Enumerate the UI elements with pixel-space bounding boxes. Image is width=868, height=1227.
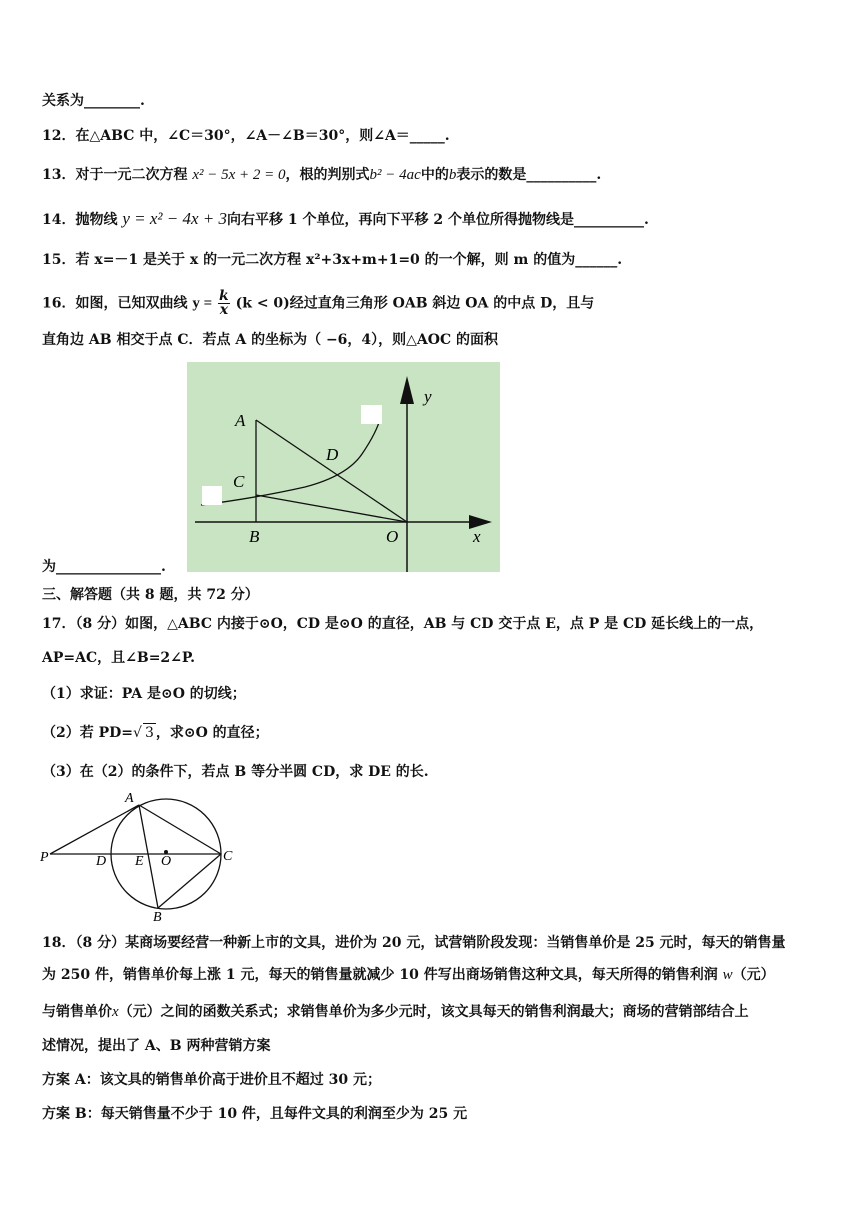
question-16-line3: 为_______________.	[42, 559, 166, 575]
question-17-part3: （3）在（2）的条件下，若点 B 等分半圆 CD，求 DE 的长.	[42, 764, 429, 780]
question-16-line2: 直角边 AB 相交于点 C．若点 A 的坐标为（ −6，4），则△AOC 的面积	[42, 332, 498, 348]
curve-start-box	[202, 486, 222, 505]
question-18-line4: 述情况，提出了 A、B 两种营销方案	[42, 1038, 271, 1054]
label-b: B	[153, 910, 162, 923]
figure-17	[36, 788, 246, 923]
line-pa	[50, 805, 139, 854]
question-18: 18．（8 分）某商场要经营一种新上市的文具，进价为 20 元，试营销阶段发现：当销售单价是 25 元时，每天的销售量	[42, 935, 786, 951]
question-18-line2: 为 250 件，销售单价每上涨 1 元，每天的销售量就减少 10 件写出商场销售这种文具，每天所得的销售利润 w（元）	[42, 967, 775, 983]
label-d: D	[326, 445, 339, 464]
question-17-part1: （1）求证：PA 是⊙O 的切线；	[42, 686, 246, 702]
label-a: A	[125, 791, 134, 806]
label-c: C	[223, 849, 233, 864]
label-p: P	[40, 850, 49, 865]
question-18-line3: 与销售单价x（元）之间的函数关系式；求销售单价为多少元时，该文具每天的销售利润最大；商场的营销部结合上	[42, 1004, 749, 1020]
question-15: 15．若 x=－1 是关于 x 的一元二次方程 x²+3x+m+1=0 的一个解，则 m 的值为______.	[42, 252, 623, 268]
figure-16-background	[187, 362, 500, 572]
label-x: x	[473, 527, 481, 546]
question-17-part2: （2）若 PD=√ 3 ，求⊙O 的直径；	[42, 725, 269, 741]
label-b: B	[249, 527, 260, 546]
label-o: O	[161, 854, 172, 869]
q11-tail: 关系为________.	[42, 93, 145, 109]
question-12: 12．在△ABC 中，∠C＝30°，∠A－∠B＝30°，则∠A＝_____.	[42, 128, 450, 144]
figure-16	[187, 362, 500, 572]
label-d: D	[96, 854, 107, 869]
question-13: 13．对于一元二次方程 x² − 5x + 2 = 0，根的判别式b² − 4ac中的b表示的数是__________.	[42, 167, 602, 183]
question-16: 16．如图，已知双曲线 y = $\frac{k}{x}$ (k < 0)经过直角三角形 OAB 斜边 OA 的中点 D，且与	[42, 288, 595, 318]
question-17: 17．（8 分）如图，△ABC 内接于⊙O，CD 是⊙O 的直径，AB 与 CD 交于点 E，点 P 是 CD 延长线上的一点，	[42, 616, 764, 632]
label-a: A	[235, 411, 246, 430]
question-17-line2: AP=AC，且∠B=2∠P.	[42, 650, 195, 666]
label-e: E	[135, 854, 144, 869]
fraction-k-over-x: $\frac{k}{x}$	[219, 288, 229, 318]
label-c: C	[233, 472, 245, 491]
plan-b: 方案 B：每天销售量不少于 10 件，且每件文具的利润至少为 25 元	[42, 1106, 468, 1122]
curve-end-box	[361, 405, 382, 424]
plan-a: 方案 A：该文具的销售单价高于进价且不超过 30 元；	[42, 1072, 381, 1088]
line-ac	[139, 805, 221, 854]
label-o: O	[386, 527, 399, 546]
question-14: 14．抛物线 y = x² − 4x + 3向右平移 1 个单位，再向下平移 2 个单位所得抛物线是__________.	[42, 209, 649, 228]
label-y: y	[424, 387, 432, 406]
section-3-heading: 三、解答题（共 8 题，共 72 分）	[42, 587, 259, 603]
